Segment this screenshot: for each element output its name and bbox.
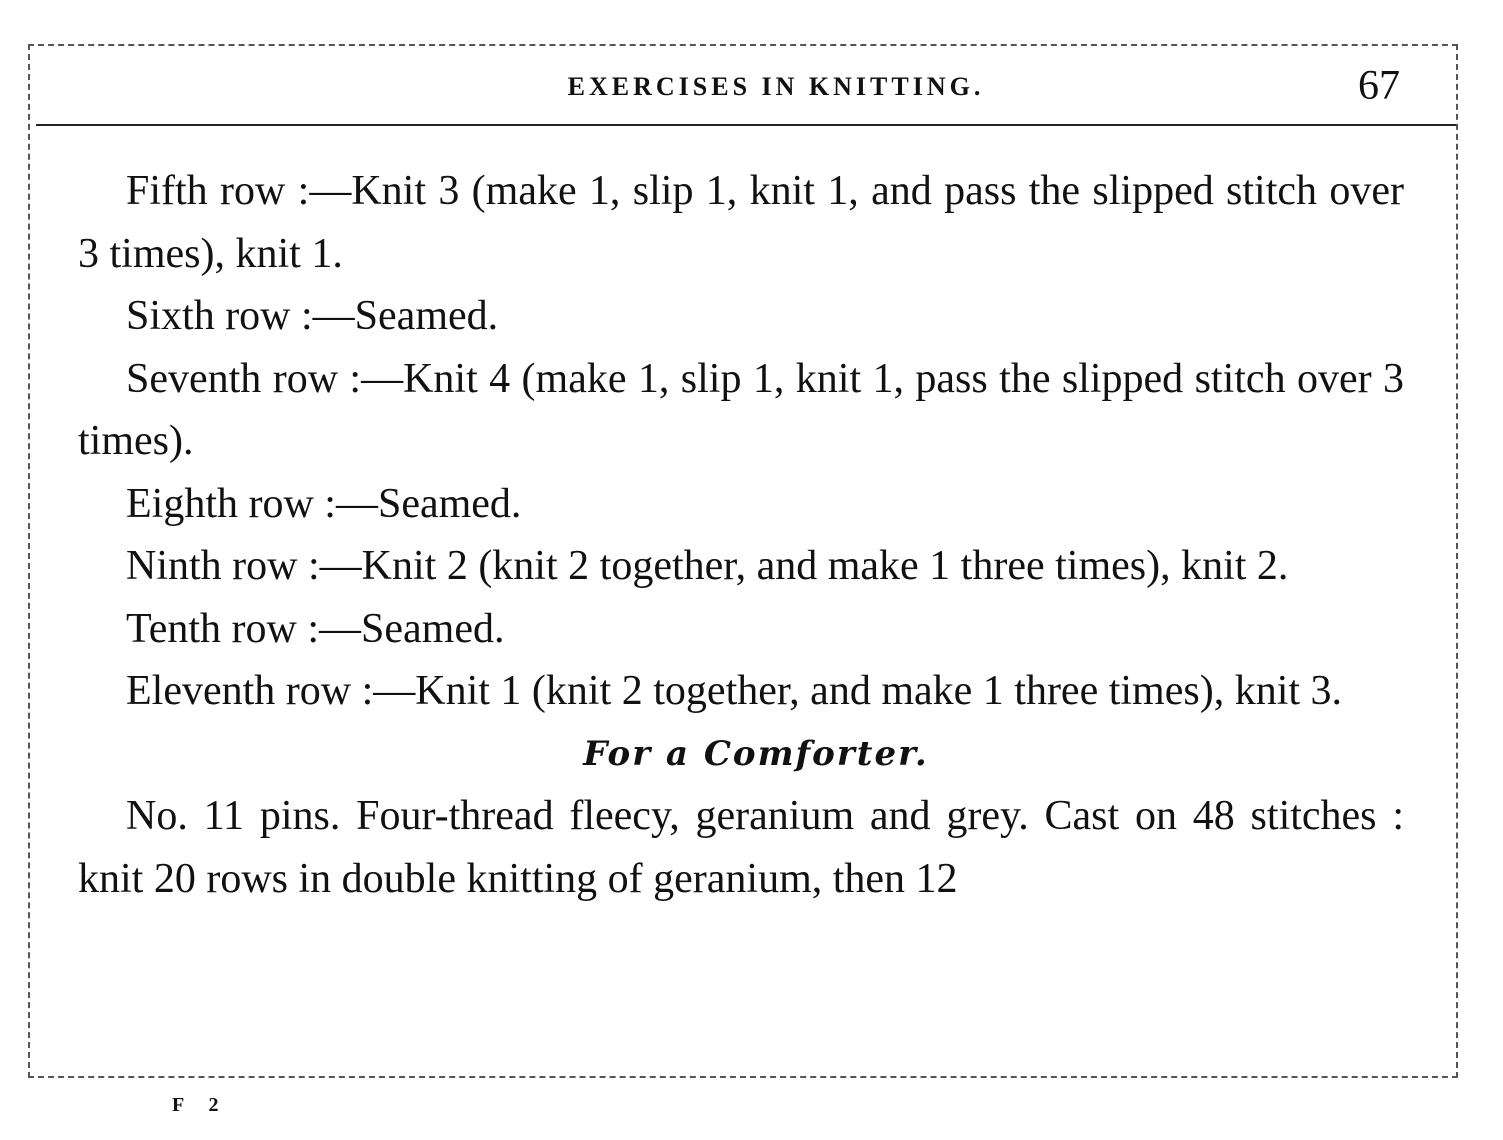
section-subheading: For a Comforter. <box>583 733 929 774</box>
paragraph-eleventh-row: Eleventh row :—Knit 1 (knit 2 together, and make 1 three times), knit 3. <box>126 668 1343 714</box>
signature-mark: F 2 <box>172 1094 229 1116</box>
running-head <box>36 63 1456 114</box>
paragraph-fifth-row: Fifth row :—Knit 3 (make 1, slip 1, knit 1, and pass the slipped stitch over 3 times), knit 1. <box>78 168 1404 277</box>
paragraph-comforter-instructions: No. 11 pins. Four-thread fleecy, geranium and grey. Cast on 48 stitches : knit 20 rows in double knitting of geranium, then 12 <box>78 793 1404 902</box>
body-text <box>78 160 1404 910</box>
paragraph-tenth-row: Tenth row :—Seamed. <box>126 605 505 652</box>
paragraph-eighth-row: Eighth row :—Seamed. <box>126 480 522 527</box>
paragraph-ninth-row: Ninth row :—Knit 2 (knit 2 together, and make 1 three times), knit 2. <box>126 543 1289 589</box>
header-rule <box>36 124 1456 126</box>
paragraph-sixth-row: Sixth row :—Seamed. <box>126 293 499 339</box>
paragraph-seventh-row: Seventh row :—Knit 4 (make 1, slip 1, knit 1, pass the slipped stitch over 3 times). <box>78 355 1404 464</box>
running-title: EXERCISES IN KNITTING. <box>567 72 985 101</box>
page-number: 67 <box>1358 63 1400 109</box>
